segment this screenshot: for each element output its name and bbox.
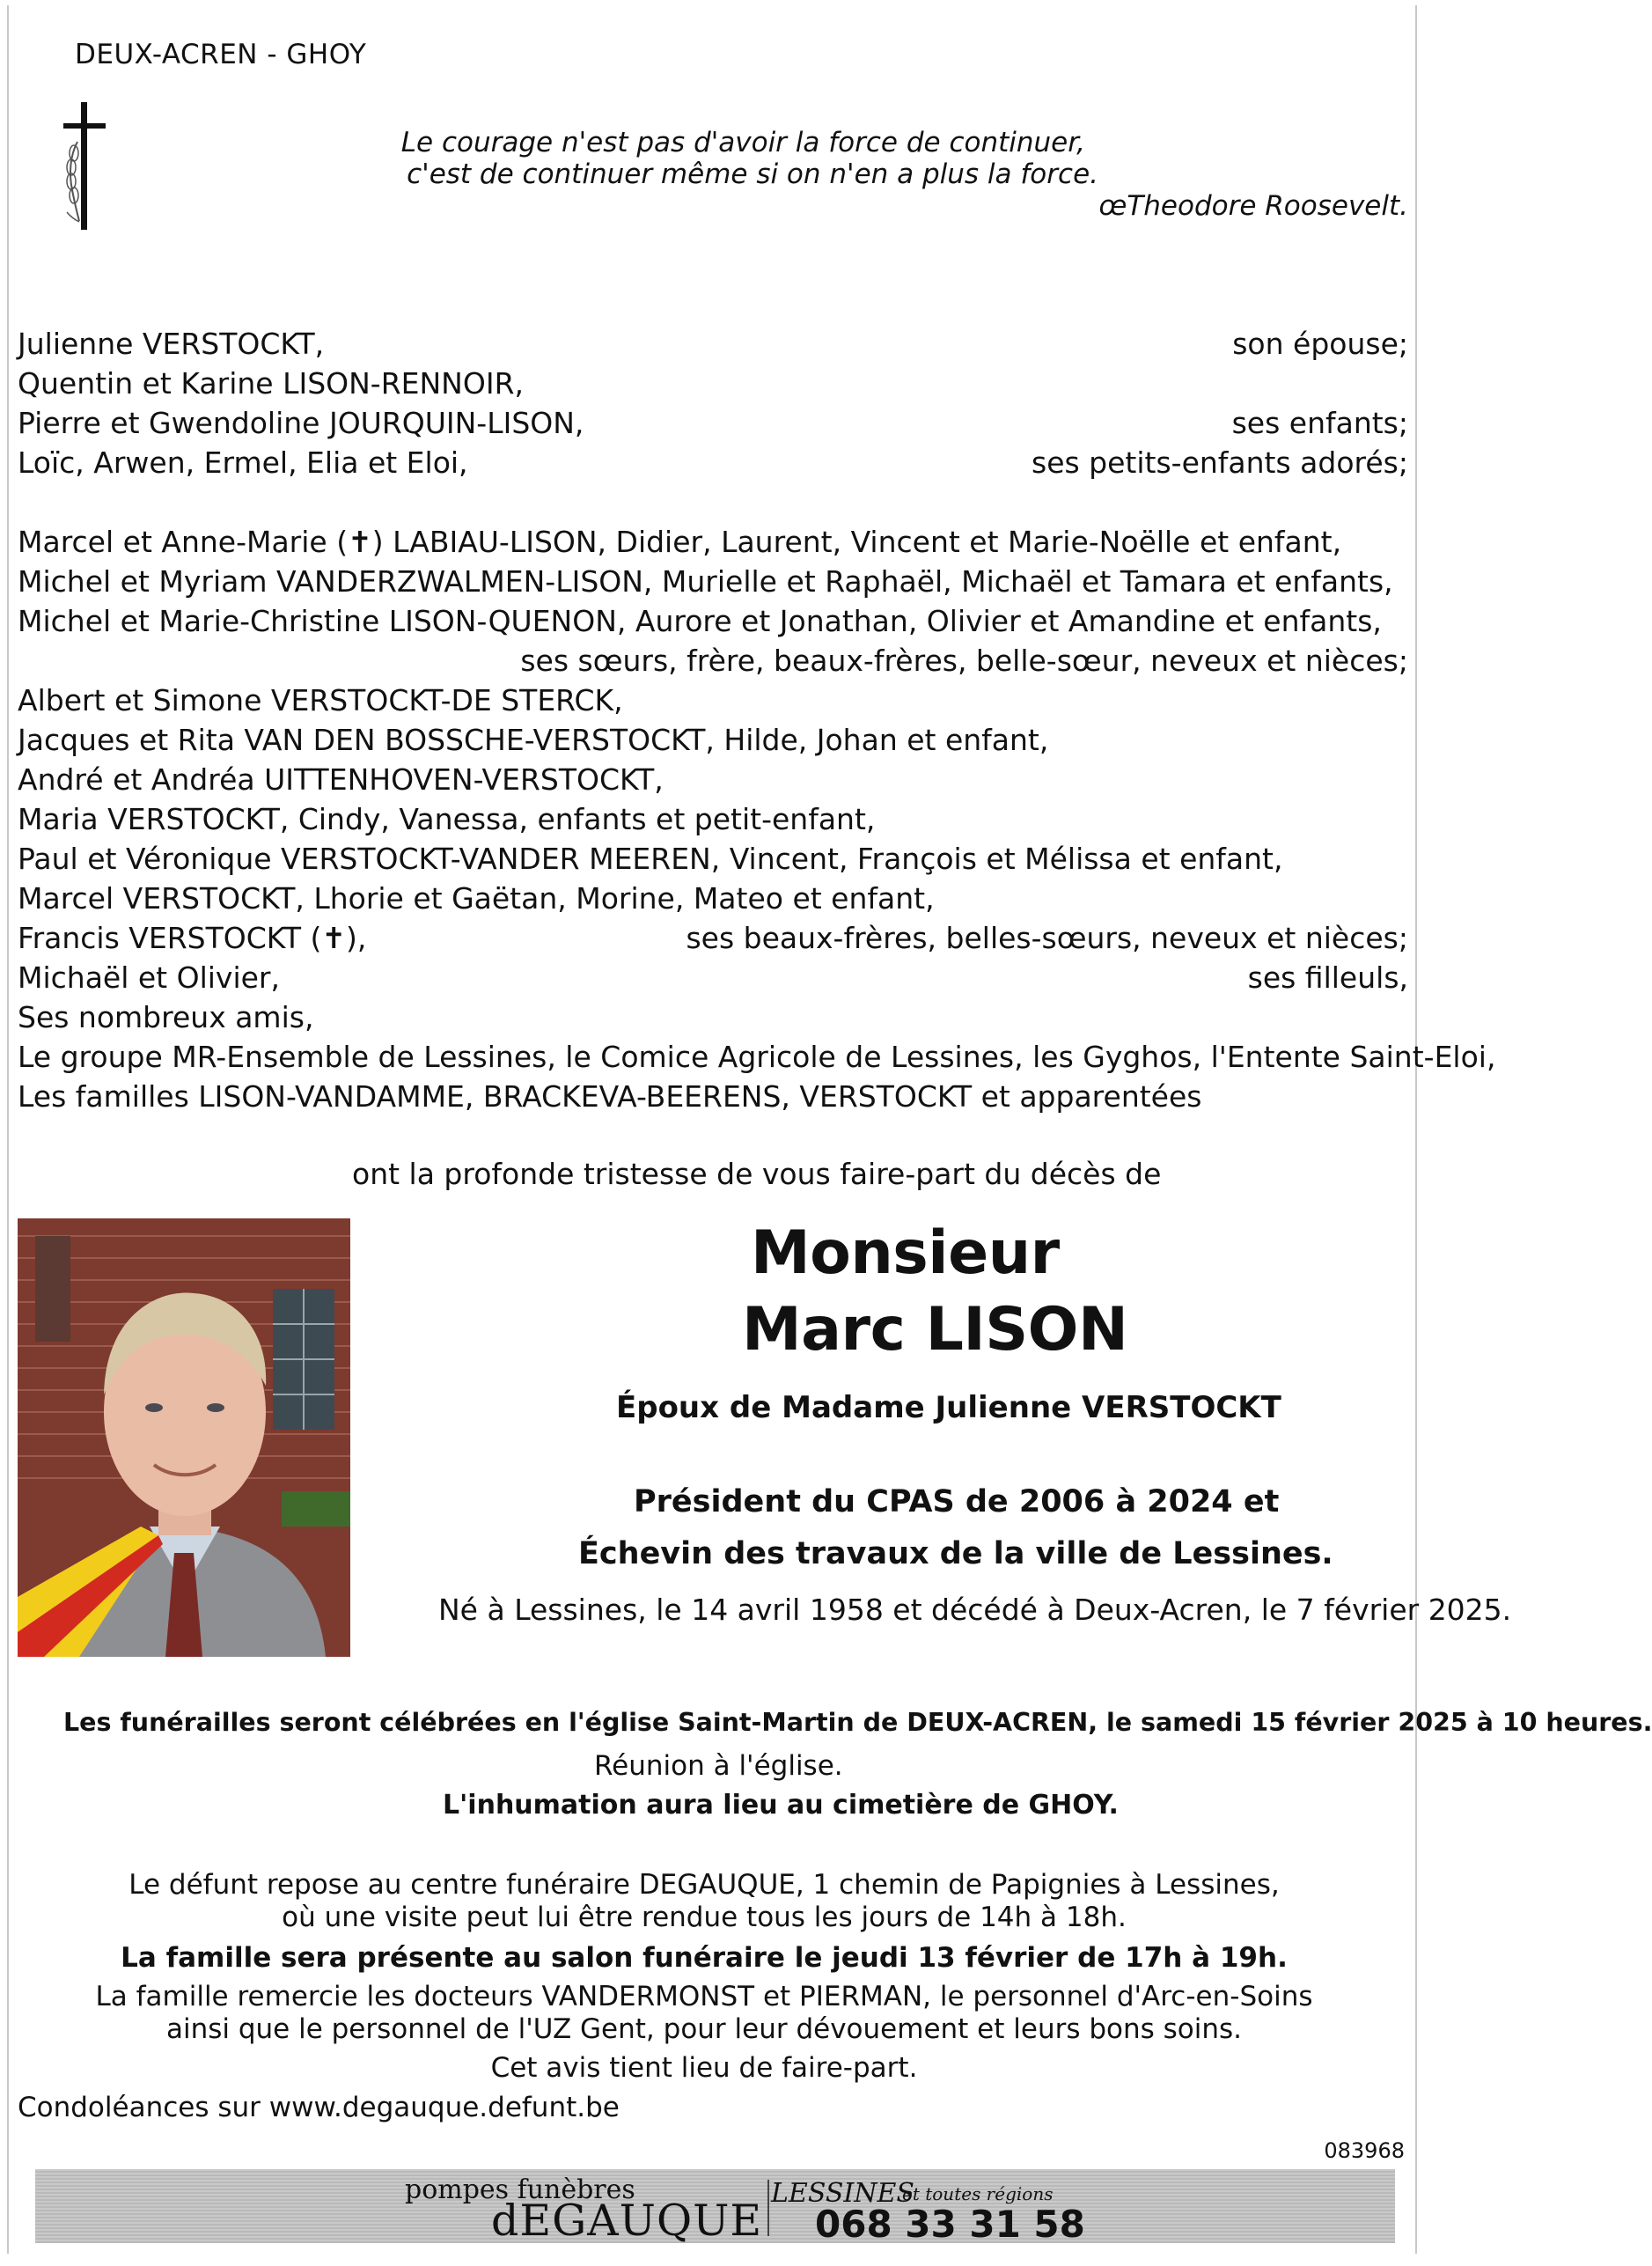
family-row xyxy=(18,998,1408,1037)
family-row-names: Marcel et Anne-Marie (✝) LABIAU-LISON, Didier, Laurent, Vincent et Marie-Noëlle et enfant, xyxy=(18,525,1342,559)
deceased-title: Monsieur xyxy=(751,1218,1060,1288)
family-row-relation: ses beaux-frères, belles-sœurs, neveux et nièces; xyxy=(686,921,1408,955)
family-row xyxy=(18,364,1408,403)
family-row-names: Paul et Véronique VERSTOCKT-VANDER MEEREN, Vincent, François et Mélissa et enfant, xyxy=(18,842,1283,876)
spouse-line: Époux de Madame Julienne VERSTOCKT xyxy=(616,1390,1281,1425)
family-row xyxy=(18,642,1408,681)
notice-line: Cet avis tient lieu de faire-part. xyxy=(490,2052,918,2084)
family-row xyxy=(18,325,1408,364)
family-row-names: Ses nombreux amis, xyxy=(18,1000,314,1034)
funeral-meeting: Réunion à l'église. xyxy=(594,1750,843,1782)
family-row xyxy=(18,1038,1496,1077)
notice-code: 083968 xyxy=(1324,2138,1405,2163)
family-row-names: André et Andréa UITTENHOVEN-VERSTOCKT, xyxy=(18,762,664,797)
family-row-relation: ses filleuls, xyxy=(1247,960,1408,995)
thanks-line-2: ainsi que le personnel de l'UZ Gent, pour leur dévouement et leurs bons soins. xyxy=(165,2013,1243,2045)
family-row xyxy=(18,681,1408,720)
family-row-relation: son épouse; xyxy=(1232,327,1408,361)
family-row-names: Marcel VERSTOCKT, Lhorie et Gaëtan, Morine, Mateo et enfant, xyxy=(18,881,935,916)
family-row-names: Julienne VERSTOCKT, xyxy=(18,327,325,361)
family-row-names: Michaël et Olivier, xyxy=(18,960,280,995)
banner-divider xyxy=(767,2180,769,2236)
family-row xyxy=(18,959,1408,997)
thanks-line-1: La famille remercie les docteurs VANDERMONST et PIERMAN, le personnel d'Arc-en-Soins xyxy=(95,1981,1313,2012)
banner-lessines: LESSINES xyxy=(771,2178,914,2209)
family-row-names: Francis VERSTOCKT (✝), xyxy=(18,921,367,955)
family-row-names: Jacques et Rita VAN DEN BOSSCHE-VERSTOCKT, Hilde, Johan et enfant, xyxy=(18,723,1049,757)
family-row-names: Maria VERSTOCKT, Cindy, Vanessa, enfants et petit-enfant, xyxy=(18,802,876,836)
family-row xyxy=(18,563,1408,601)
quote-author: œTheodore Roosevelt. xyxy=(1098,190,1408,222)
burial-info: L'inhumation aura lieu au cimetière de GHOY. xyxy=(443,1790,1119,1821)
family-row xyxy=(18,602,1408,641)
family-row xyxy=(18,444,1408,482)
family-presence: La famille sera présente au salon funéraire le jeudi 13 février de 17h à 19h. xyxy=(121,1942,1288,1974)
quote-line-1: Le courage n'est pas d'avoir la force de continuer, xyxy=(400,127,1085,158)
condolences-link[interactable]: Condoléances sur www.degauque.defunt.be xyxy=(18,2092,620,2123)
family-row xyxy=(18,879,1408,918)
family-row-relation: ses sœurs, frère, beaux-frères, belle-sœur, neveux et nièces; xyxy=(520,644,1408,678)
family-row-names: Loïc, Arwen, Ermel, Elia et Eloi, xyxy=(18,445,468,480)
role-line-1: Président du CPAS de 2006 à 2024 et xyxy=(634,1484,1280,1519)
family-row xyxy=(18,800,1408,839)
family-row xyxy=(18,761,1408,799)
funeral-service: Les funérailles seront célébrées en l'église Saint-Martin de DEUX-ACREN, le samedi 15 février 2025 à 10 heures. xyxy=(63,1708,1652,1737)
banner-pompes-funebres: pompes funèbres xyxy=(405,2174,635,2205)
family-row xyxy=(18,721,1408,760)
family-row xyxy=(18,1078,1408,1116)
role-line-2: Échevin des travaux de la ville de Lessines. xyxy=(578,1536,1333,1571)
deceased-name: Marc LISON xyxy=(742,1295,1128,1365)
portrait-photo xyxy=(18,1218,350,1657)
quote-line-2: c'est de continuer même si on n'en a plus la force. xyxy=(407,158,1098,190)
family-row-relation: ses petits-enfants adorés; xyxy=(1032,445,1408,480)
location-header: DEUX-ACREN - GHOY xyxy=(75,39,367,70)
birth-death-line: Né à Lessines, le 14 avril 1958 et décédé à Deux-Acren, le 7 février 2025. xyxy=(438,1593,1512,1627)
announcement-intro: ont la profonde tristesse de vous faire-part du décès de xyxy=(352,1157,1162,1191)
family-row-names: Michel et Marie-Christine LISON-QUENON, Aurore et Jonathan, Olivier et Amandine et enfants, xyxy=(18,604,1382,638)
rest-line-1: Le défunt repose au centre funéraire DEGAUQUE, 1 chemin de Papignies à Lessines, xyxy=(128,1869,1280,1901)
family-row-names: Albert et Simone VERSTOCKT-DE STERCK, xyxy=(18,683,623,717)
cross-wheat-icon xyxy=(53,102,119,230)
obituary-page xyxy=(7,5,1652,2254)
banner-phone[interactable]: 068 33 31 58 xyxy=(815,2203,1085,2246)
banner-company-name: dEGAUQUE xyxy=(491,2196,763,2246)
family-row-names: Quentin et Karine LISON-RENNOIR, xyxy=(18,366,524,401)
family-row-names: Pierre et Gwendoline JOURQUIN-LISON, xyxy=(18,406,584,440)
family-row xyxy=(18,840,1408,879)
family-row-names: Les familles LISON-VANDAMME, BRACKEVA-BEERENS, VERSTOCKT et apparentées xyxy=(18,1079,1202,1114)
family-row-names: Le groupe MR-Ensemble de Lessines, le Comice Agricole de Lessines, les Gyghos, l'Entente Saint-Eloi, xyxy=(18,1040,1496,1074)
family-row xyxy=(18,404,1408,443)
family-row xyxy=(18,919,1408,958)
family-row xyxy=(18,523,1408,562)
rest-line-2: où une visite peut lui être rendue tous les jours de 14h à 18h. xyxy=(282,1902,1127,1933)
family-row-names: Michel et Myriam VANDERZWALMEN-LISON, Murielle et Raphaël, Michaël et Tamara et enfants, xyxy=(18,564,1393,599)
banner-regions: et toutes régions xyxy=(902,2183,1054,2204)
family-row-relation: ses enfants; xyxy=(1231,406,1408,440)
